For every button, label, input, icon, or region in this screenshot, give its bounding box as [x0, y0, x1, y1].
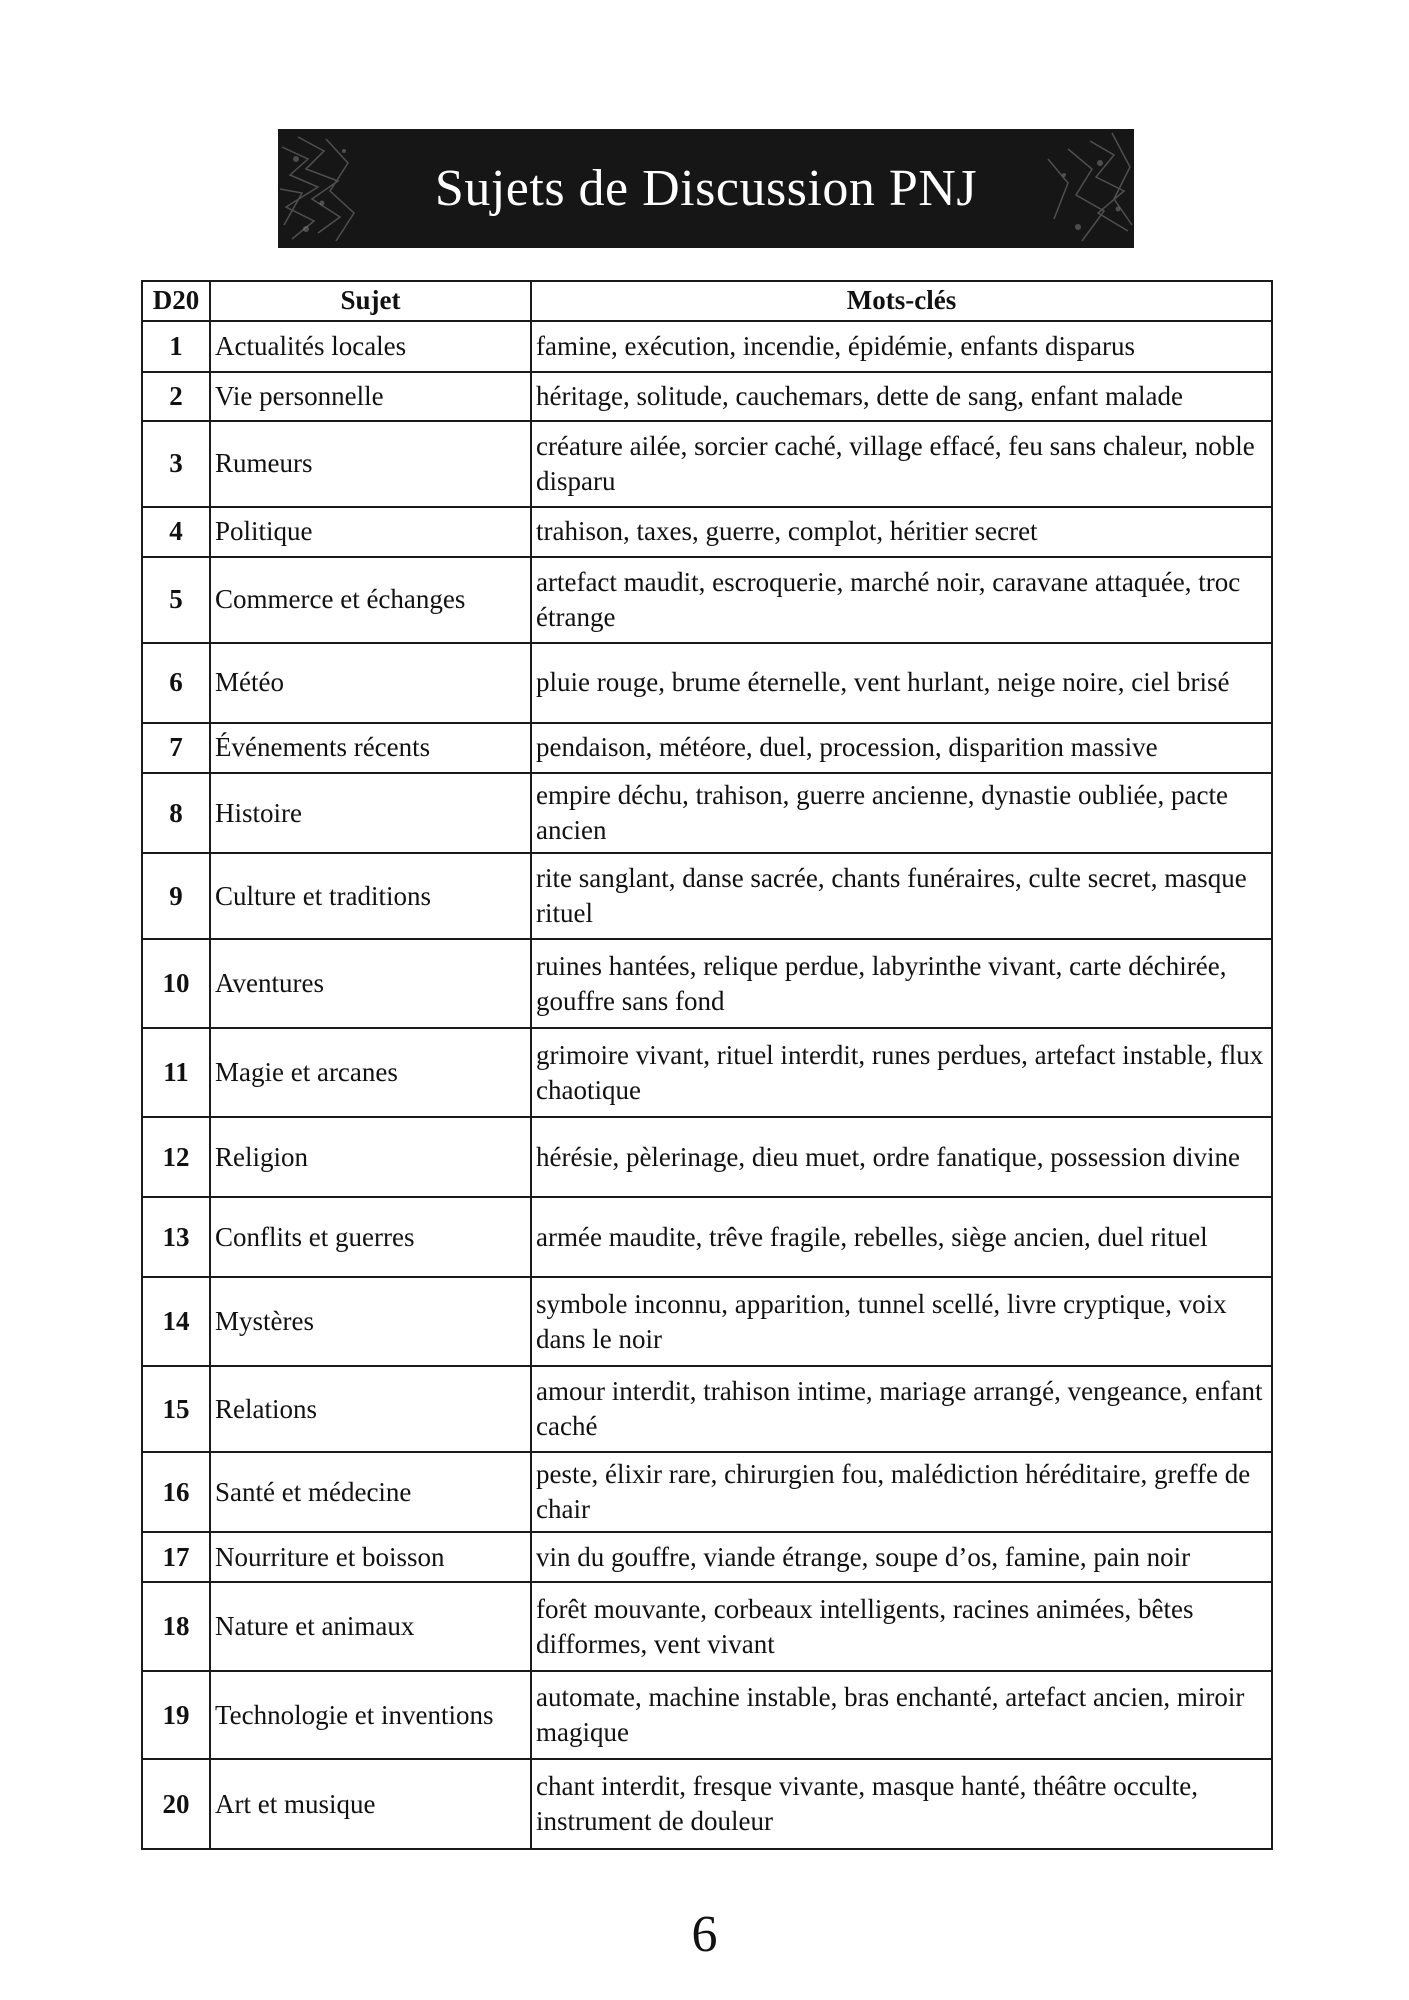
table-row: [142, 372, 1272, 421]
keywords-cell: rite sanglant, danse sacrée, chants funéraires, culte secret, masque rituel: [531, 853, 1272, 939]
table-row: [142, 1759, 1272, 1849]
table-row: [142, 1197, 1272, 1277]
header-keywords: Mots-clés: [531, 281, 1272, 321]
roll-cell: 8: [142, 773, 210, 853]
page-title: Sujets de Discussion PNJ: [434, 160, 978, 217]
table-row: [142, 1117, 1272, 1197]
keywords-cell: pluie rouge, brume éternelle, vent hurlant, neige noire, ciel brisé: [531, 643, 1272, 723]
keywords-cell: grimoire vivant, rituel interdit, runes perdues, artefact instable, flux chaotique: [531, 1028, 1272, 1117]
table-row: [142, 643, 1272, 723]
subject-cell: Religion: [210, 1117, 531, 1197]
keywords-cell: empire déchu, trahison, guerre ancienne, dynastie oubliée, pacte ancien: [531, 773, 1272, 853]
keywords-cell: héritage, solitude, cauchemars, dette de sang, enfant malade: [531, 372, 1272, 421]
table-header-row: [142, 281, 1272, 321]
keywords-cell: amour interdit, trahison intime, mariage arrangé, vengeance, enfant caché: [531, 1366, 1272, 1452]
roll-cell: 13: [142, 1197, 210, 1277]
subject-cell: Politique: [210, 507, 531, 557]
table-row: [142, 421, 1272, 507]
npc-topics-table: [141, 280, 1273, 1850]
table-row: [142, 1277, 1272, 1366]
subject-cell: Nature et animaux: [210, 1582, 531, 1671]
title-banner: [278, 129, 1134, 248]
table-row: [142, 1532, 1272, 1582]
table-row: [142, 1028, 1272, 1117]
roll-cell: 20: [142, 1759, 210, 1849]
header-roll: D20: [142, 281, 210, 321]
roll-cell: 16: [142, 1452, 210, 1532]
keywords-cell: ruines hantées, relique perdue, labyrinthe vivant, carte déchirée, gouffre sans fond: [531, 939, 1272, 1028]
roll-cell: 19: [142, 1671, 210, 1759]
table-body: [142, 321, 1272, 1849]
keywords-cell: armée maudite, trêve fragile, rebelles, siège ancien, duel rituel: [531, 1197, 1272, 1277]
roll-cell: 6: [142, 643, 210, 723]
keywords-cell: trahison, taxes, guerre, complot, héritier secret: [531, 507, 1272, 557]
subject-cell: Relations: [210, 1366, 531, 1452]
subject-cell: Rumeurs: [210, 421, 531, 507]
subject-cell: Mystères: [210, 1277, 531, 1366]
subject-cell: Actualités locales: [210, 321, 531, 372]
roll-cell: 11: [142, 1028, 210, 1117]
table-row: [142, 773, 1272, 853]
subject-cell: Météo: [210, 643, 531, 723]
keywords-cell: peste, élixir rare, chirurgien fou, malédiction héréditaire, greffe de chair: [531, 1452, 1272, 1532]
subject-cell: Santé et médecine: [210, 1452, 531, 1532]
table-row: [142, 1671, 1272, 1759]
keywords-cell: créature ailée, sorcier caché, village effacé, feu sans chaleur, noble disparu: [531, 421, 1272, 507]
table-row: [142, 1452, 1272, 1532]
roll-cell: 2: [142, 372, 210, 421]
keywords-cell: vin du gouffre, viande étrange, soupe d’os, famine, pain noir: [531, 1532, 1272, 1582]
roll-cell: 3: [142, 421, 210, 507]
subject-cell: Culture et traditions: [210, 853, 531, 939]
roll-cell: 4: [142, 507, 210, 557]
roll-cell: 7: [142, 723, 210, 773]
keywords-cell: automate, machine instable, bras enchanté, artefact ancien, miroir magique: [531, 1671, 1272, 1759]
table-row: [142, 507, 1272, 557]
subject-cell: Commerce et échanges: [210, 557, 531, 643]
roll-cell: 5: [142, 557, 210, 643]
table-row: [142, 557, 1272, 643]
subject-cell: Art et musique: [210, 1759, 531, 1849]
header-subject: Sujet: [210, 281, 531, 321]
keywords-cell: forêt mouvante, corbeaux intelligents, racines animées, bêtes difformes, vent vivant: [531, 1582, 1272, 1671]
roll-cell: 10: [142, 939, 210, 1028]
keywords-cell: hérésie, pèlerinage, dieu muet, ordre fanatique, possession divine: [531, 1117, 1272, 1197]
subject-cell: Technologie et inventions: [210, 1671, 531, 1759]
roll-cell: 12: [142, 1117, 210, 1197]
roll-cell: 18: [142, 1582, 210, 1671]
roll-cell: 9: [142, 853, 210, 939]
keywords-cell: artefact maudit, escroquerie, marché noir, caravane attaquée, troc étrange: [531, 557, 1272, 643]
keywords-cell: symbole inconnu, apparition, tunnel scellé, livre cryptique, voix dans le noir: [531, 1277, 1272, 1366]
table-row: [142, 853, 1272, 939]
table-row: [142, 939, 1272, 1028]
roll-cell: 15: [142, 1366, 210, 1452]
subject-cell: Nourriture et boisson: [210, 1532, 531, 1582]
subject-cell: Vie personnelle: [210, 372, 531, 421]
roll-cell: 1: [142, 321, 210, 372]
subject-cell: Événements récents: [210, 723, 531, 773]
keywords-cell: chant interdit, fresque vivante, masque hanté, théâtre occulte, instrument de douleur: [531, 1759, 1272, 1849]
keywords-cell: famine, exécution, incendie, épidémie, enfants disparus: [531, 321, 1272, 372]
subject-cell: Conflits et guerres: [210, 1197, 531, 1277]
subject-cell: Aventures: [210, 939, 531, 1028]
keywords-cell: pendaison, météore, duel, procession, disparition massive: [531, 723, 1272, 773]
page-number: 6: [691, 1906, 718, 1963]
roll-cell: 17: [142, 1532, 210, 1582]
table-row: [142, 321, 1272, 372]
table-row: [142, 723, 1272, 773]
table-row: [142, 1582, 1272, 1671]
roll-cell: 14: [142, 1277, 210, 1366]
table-row: [142, 1366, 1272, 1452]
subject-cell: Histoire: [210, 773, 531, 853]
subject-cell: Magie et arcanes: [210, 1028, 531, 1117]
